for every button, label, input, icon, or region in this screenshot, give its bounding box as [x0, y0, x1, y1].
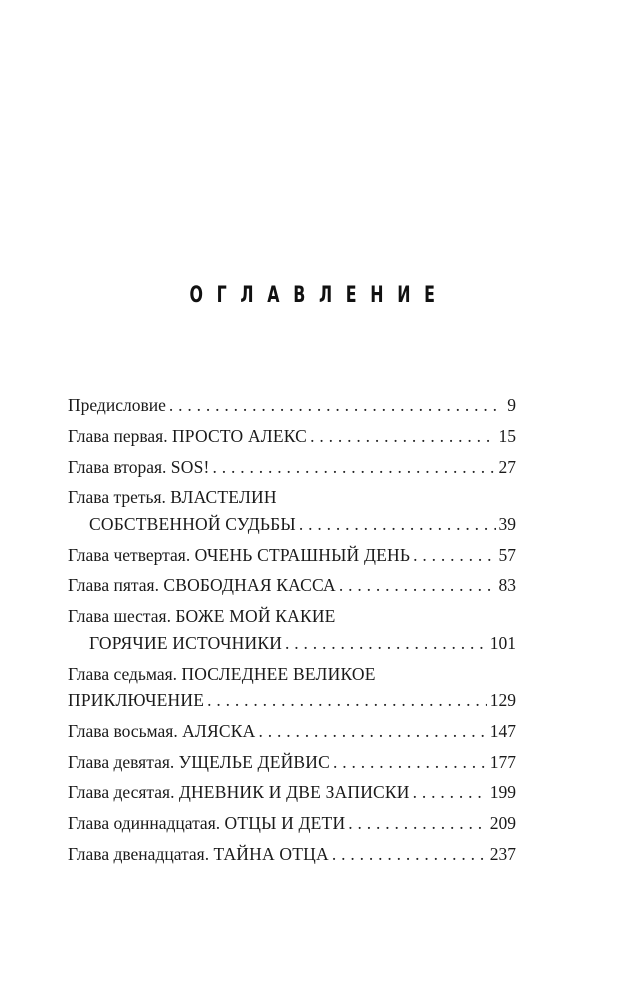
toc-entry-chapter-4[interactable] — [68, 542, 516, 569]
page-number: 101 — [489, 632, 516, 653]
toc-entry-chapter-1[interactable] — [68, 423, 516, 450]
toc-entry-preface[interactable] — [68, 392, 516, 419]
entry-title: ПОСЛЕДНЕЕ ВЕЛИКОЕ — [181, 663, 376, 684]
page-number: 39 — [498, 513, 516, 534]
page-number: 83 — [498, 575, 516, 596]
page-number: 177 — [489, 751, 516, 772]
entry-title: ОТЦЫ И ДЕТИ — [224, 813, 346, 834]
dot-leader — [213, 454, 496, 481]
dot-leader — [299, 511, 496, 538]
page-number: 147 — [489, 720, 516, 741]
entry-label: Глава двенадцатая. — [68, 844, 210, 865]
dot-leader — [310, 423, 495, 450]
entry-label: Глава десятая. — [68, 782, 175, 803]
dot-leader — [339, 572, 496, 599]
entry-label: Глава четвертая. — [68, 544, 191, 565]
toc-entry-chapter-10[interactable] — [68, 779, 516, 806]
page-number: 237 — [489, 844, 516, 865]
toc-entry-chapter-5[interactable] — [68, 572, 516, 599]
toc-entry-chapter-2[interactable] — [68, 454, 516, 481]
dot-leader — [348, 810, 486, 837]
entry-label: Глава третья. — [68, 487, 166, 508]
entry-title: ПРОСТО АЛЕКС — [171, 425, 308, 446]
page-number: 57 — [498, 544, 516, 565]
entry-title-continued: СОБСТВЕННОЙ СУДЬБЫ — [89, 513, 296, 534]
dot-leader — [333, 749, 487, 776]
entry-label: Глава седьмая. — [68, 663, 178, 684]
toc-entry-chapter-8[interactable] — [68, 718, 516, 745]
page-number: 199 — [489, 782, 516, 803]
table-of-contents — [68, 392, 516, 872]
entry-title-continued: ПРИКЛЮЧЕНИЕ — [68, 690, 205, 711]
page-number: 27 — [498, 456, 516, 477]
entry-label: Глава шестая. — [68, 606, 171, 627]
entry-title: ДНЕВНИК И ДВЕ ЗАПИСКИ — [178, 782, 410, 803]
entry-title: ТАЙНА ОТЦА — [213, 844, 329, 865]
entry-label: Предисловие — [68, 395, 166, 415]
toc-entry-chapter-12[interactable] — [68, 841, 516, 868]
dot-leader — [285, 630, 487, 657]
entry-title: СВОБОДНАЯ КАССА — [163, 575, 336, 596]
entry-title: ВЛАСТЕЛИН — [170, 487, 277, 508]
dot-leader — [258, 718, 486, 745]
dot-leader — [413, 542, 495, 569]
dot-leader — [207, 687, 487, 714]
page-number: 9 — [507, 395, 516, 415]
dot-leader — [332, 841, 487, 868]
toc-entry-chapter-11[interactable] — [68, 810, 516, 837]
dot-leader — [169, 392, 503, 419]
page-number: 129 — [489, 690, 516, 711]
entry-title: БОЖЕ МОЙ КАКИЕ — [175, 606, 336, 627]
page-number: 15 — [498, 425, 516, 446]
entry-label: Глава восьмая. — [68, 720, 178, 741]
toc-entry-chapter-3[interactable] — [68, 484, 516, 537]
entry-title: АЛЯСКА — [182, 720, 256, 741]
toc-entry-chapter-6[interactable] — [68, 603, 516, 656]
entry-title: ОЧЕНЬ СТРАШНЫЙ ДЕНЬ — [194, 544, 411, 565]
page-number: 209 — [489, 813, 516, 834]
entry-label: Глава одиннадцатая. — [68, 813, 221, 834]
entry-title: SOS! — [170, 456, 210, 477]
toc-entry-chapter-9[interactable] — [68, 749, 516, 776]
toc-heading: ОГЛАВЛЕНИЕ — [189, 283, 449, 308]
entry-label: Глава вторая. — [68, 456, 167, 477]
dot-leader — [413, 779, 487, 806]
entry-title: УЩЕЛЬЕ ДЕЙВИС — [178, 751, 331, 772]
entry-label: Глава девятая. — [68, 751, 175, 772]
entry-label: Глава пятая. — [68, 575, 159, 596]
toc-entry-chapter-7[interactable] — [68, 661, 516, 714]
entry-label: Глава первая. — [68, 425, 168, 446]
entry-title-continued: ГОРЯЧИЕ ИСТОЧНИКИ — [89, 632, 283, 653]
